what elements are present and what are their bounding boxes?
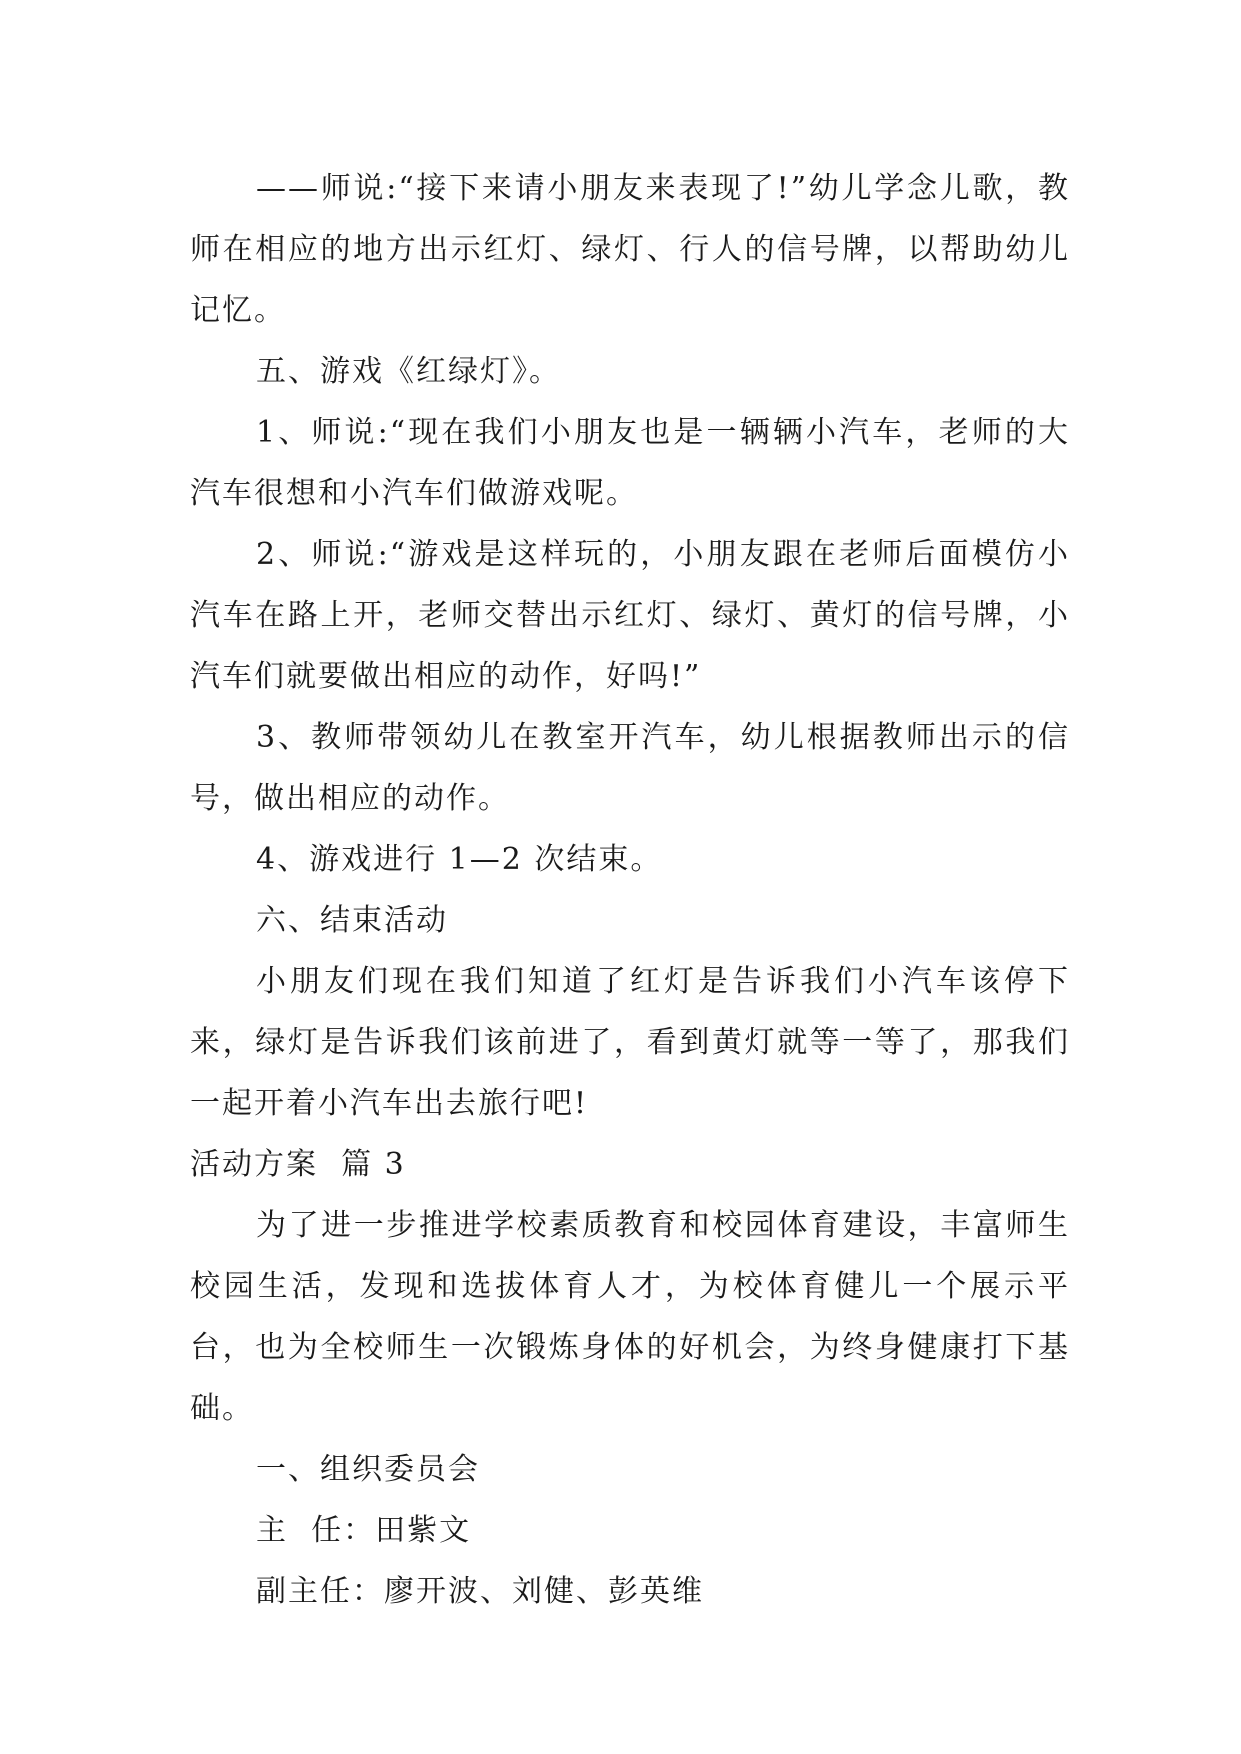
paragraph-step-2: 2、师说:“游戏是这样玩的，小朋友跟在老师后面模仿小汽车在路上开，老师交替出示红灯、绿灯、黄灯的信号牌，小汽车们就要做出相应的动作，好吗!”	[190, 537, 1070, 694]
paragraph-plan-intro: 为了进一步推进学校素质教育和校园体育建设，丰富师生校园生活，发现和选拔体育人才，为校体育健儿一个展示平台，也为全校师生一次锻炼身体的好机会，为终身健康打下基础。	[190, 1208, 1070, 1426]
committee-deputy-directors: 副主任：廖开波、刘健、彭英维	[256, 1574, 704, 1609]
heading-game-traffic-lights: 五、游戏《红绿灯》。	[256, 354, 561, 389]
committee-director: 主 任：田紫文	[256, 1513, 472, 1548]
paragraph-step-3: 3、教师带领幼儿在教室开汽车，幼儿根据教师出示的信号，做出相应的动作。	[190, 720, 1070, 816]
paragraph-closing: 小朋友们现在我们知道了红灯是告诉我们小汽车该停下来，绿灯是告诉我们该前进了，看到黄灯就等一等了，那我们一起开着小汽车出去旅行吧!	[190, 964, 1070, 1121]
heading-end-activity: 六、结束活动	[256, 903, 448, 938]
heading-organizing-committee: 一、组织委员会	[256, 1452, 480, 1487]
paragraph-step-4: 4、游戏进行 1—2 次结束。	[256, 842, 663, 877]
paragraph-step-1: 1、师说:“现在我们小朋友也是一辆辆小汽车，老师的大汽车很想和小汽车们做游戏呢。	[190, 415, 1070, 511]
paragraph-children-recite: ——师说:“接下来请小朋友来表现了!”幼儿学念儿歌，教师在相应的地方出示红灯、绿灯、行人的信号牌，以帮助幼儿记忆。	[190, 171, 1070, 328]
document-body	[190, 158, 1070, 1622]
section-heading-plan-3: 活动方案 篇 3	[190, 1147, 406, 1182]
